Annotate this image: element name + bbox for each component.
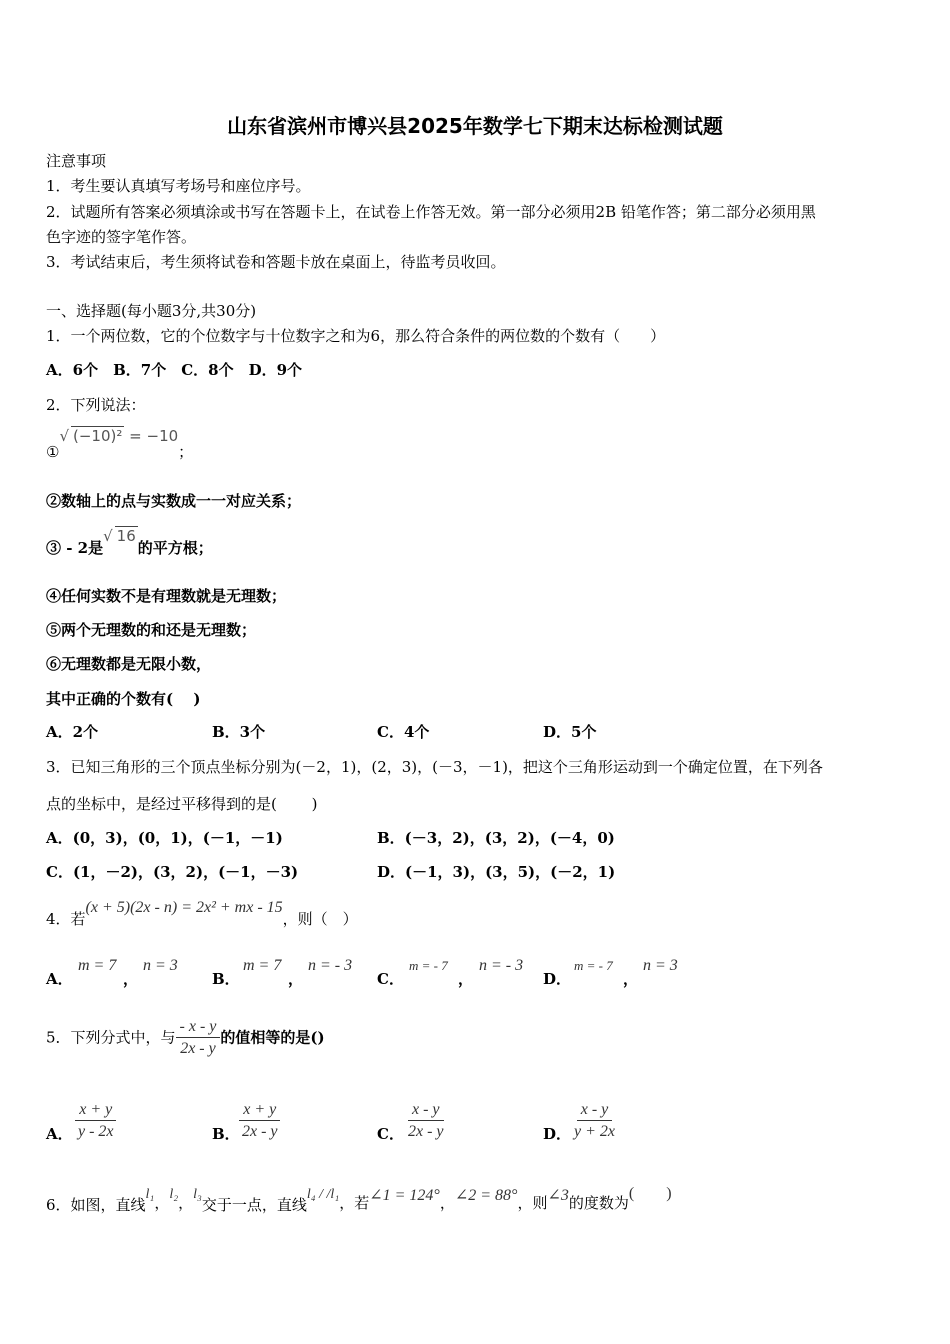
q3-stem-line1: 3．已知三角形的三个顶点坐标分别为(－2，1)，(2，3)，(－3，－1)，把这个三角形运动到一个确定位置，在下列各 bbox=[46, 758, 823, 776]
q6-suffix: 的度数为 bbox=[568, 1194, 629, 1212]
line-l1: l₁ bbox=[145, 1187, 155, 1202]
angle-1: ∠1 = 124° bbox=[369, 1187, 440, 1204]
q5-option-b bbox=[238, 1100, 282, 1143]
q4-option-b-n: n = - 3 bbox=[308, 957, 353, 974]
q4-option-c-n: n = - 3 bbox=[479, 957, 524, 974]
q3-option-c: C．(1，－2)，(3，2)，(－1，－3) bbox=[46, 863, 299, 881]
q4-prefix: 4．若 bbox=[46, 910, 86, 928]
denominator: 2x - y bbox=[242, 1123, 278, 1140]
statement-tail: ； bbox=[178, 443, 194, 461]
denominator: 2x - y bbox=[408, 1123, 444, 1140]
q5-suffix: 的值相等的是() bbox=[220, 1028, 325, 1047]
q3-option-a: A．(0，3)，(0，1)，(－1，－1) bbox=[46, 829, 283, 847]
q4-option-c-label: C． bbox=[377, 970, 404, 988]
q5-option-c bbox=[404, 1100, 448, 1143]
comma: ， bbox=[123, 970, 139, 988]
comma: ， bbox=[288, 970, 304, 988]
q5-option-b-label: B． bbox=[212, 1125, 240, 1143]
q4-option-b-m: m = 7 bbox=[243, 957, 282, 974]
q1-stem: 1．一个两位数，它的个位数字与十位数字之和为6，那么符合条件的两位数的个数有（ ） bbox=[46, 327, 666, 345]
q5-option-d bbox=[570, 1100, 619, 1143]
line-l3: l₃ bbox=[193, 1187, 202, 1202]
statement-prefix: ③ - 2是 bbox=[46, 539, 104, 557]
comma: ， bbox=[439, 1194, 455, 1212]
q2-option-d: D．5个 bbox=[543, 723, 597, 741]
parallel-relation: l₄ / /l₁ bbox=[306, 1187, 340, 1202]
q6-ze: ，则 bbox=[517, 1194, 548, 1212]
q5-option-a bbox=[74, 1100, 118, 1143]
notice-item: 1．考生要认真填写考场号和座位序号。 bbox=[46, 177, 311, 195]
q4-option-b-label: B． bbox=[212, 970, 240, 988]
numerator: x + y bbox=[75, 1100, 116, 1121]
q2-question: 其中正确的个数有( ) bbox=[46, 690, 201, 708]
q5-option-a-label: A． bbox=[46, 1125, 73, 1143]
q2-statement-2: ②数轴上的点与实数成一一对应关系； bbox=[46, 492, 302, 510]
q5-stem bbox=[46, 1017, 325, 1060]
notice-item: 2．试题所有答案必须填涂或书写在答题卡上，在试卷上作答无效。第一部分必须用2B 铅笔作答；第二部分必须用黑 bbox=[46, 203, 816, 221]
q6-stem bbox=[46, 1184, 672, 1214]
denominator: y - 2x bbox=[78, 1123, 114, 1140]
q4-equation: (x + 5)(2x - n) = 2x² + mx - 15 bbox=[85, 899, 283, 916]
q6-middle: 交于一点，直线 bbox=[201, 1196, 307, 1214]
q2-stem: 2．下列说法： bbox=[46, 396, 146, 414]
page-title: 山东省滨州市博兴县2025年数学七下期末达标检测试题 bbox=[227, 114, 723, 138]
q3-option-b: B．(－3，2)，(3，2)，(－4，0) bbox=[377, 829, 615, 847]
numerator: x + y bbox=[239, 1100, 280, 1121]
notice-item: 色字迹的签字笔作答。 bbox=[46, 228, 197, 246]
numerator: x - y bbox=[408, 1100, 444, 1121]
angle-3: ∠3 bbox=[547, 1187, 569, 1204]
q4-suffix: ，则（ ） bbox=[282, 910, 358, 928]
q2-statement-4: ④任何实数不是有理数就是无理数； bbox=[46, 587, 287, 605]
notice-item: 3．考试结束后，考生须将试卷和答题卡放在桌面上，待监考员收回。 bbox=[46, 253, 506, 271]
q4-option-d-label: D． bbox=[543, 970, 572, 988]
q2-statement-6: ⑥无理数都是无限小数， bbox=[46, 655, 212, 673]
comma: ， bbox=[154, 1194, 170, 1212]
q1-options: A．6个 B．7个 C．8个 D．9个 bbox=[46, 361, 303, 379]
denominator: 2x - y bbox=[180, 1040, 216, 1057]
statement-number: ① bbox=[46, 443, 60, 461]
q2-statement-1: ①√ (−10)² = −10； bbox=[46, 427, 194, 461]
denominator: y + 2x bbox=[574, 1123, 615, 1140]
q4-stem bbox=[46, 898, 358, 928]
q5-prefix: 5．下列分式中，与 bbox=[46, 1028, 176, 1047]
numerator: x - y bbox=[577, 1100, 613, 1121]
radicand: (−10)² bbox=[73, 427, 123, 445]
q4-option-c-m: m = - 7 bbox=[409, 958, 448, 973]
comma: ， bbox=[458, 970, 474, 988]
q4-option-a-n: n = 3 bbox=[143, 957, 178, 974]
q4-option-d-m: m = - 7 bbox=[574, 958, 613, 973]
line-l2: l₂ bbox=[169, 1187, 179, 1202]
answer-paren: ( ) bbox=[628, 1185, 672, 1202]
comma: ， bbox=[623, 970, 639, 988]
q2-option-a: A．2个 bbox=[46, 723, 99, 741]
math-rest: = −10 bbox=[129, 427, 179, 445]
statement-suffix: 的平方根； bbox=[137, 539, 213, 557]
q2-statement-5: ⑤两个无理数的和还是无理数； bbox=[46, 621, 257, 639]
radicand: 16 bbox=[116, 527, 136, 545]
q2-option-b: B．3个 bbox=[212, 723, 266, 741]
angle-2: ∠2 = 88° bbox=[454, 1187, 518, 1204]
q6-prefix: 6．如图，直线 bbox=[46, 1196, 146, 1214]
q6-ruo: ，若 bbox=[339, 1194, 370, 1212]
q4-option-a-m: m = 7 bbox=[78, 957, 117, 974]
q5-option-c-label: C． bbox=[377, 1125, 404, 1143]
q4-option-d-n: n = 3 bbox=[643, 957, 678, 974]
q2-option-c: C．4个 bbox=[377, 723, 430, 741]
comma: ， bbox=[178, 1194, 194, 1212]
section-heading: 一、选择题(每小题3分,共30分) bbox=[46, 302, 257, 320]
q3-option-d: D．(－1，3)，(3，5)，(－2，1) bbox=[377, 863, 616, 881]
q2-statement-3: ③ - 2是√ 16的平方根； bbox=[46, 527, 213, 557]
q3-stem-line2: 点的坐标中，是经过平移得到的是( ) bbox=[46, 795, 318, 813]
numerator: - x - y bbox=[176, 1017, 221, 1038]
q4-option-a-label: A． bbox=[46, 970, 73, 988]
q5-option-d-label: D． bbox=[543, 1125, 572, 1143]
notice-heading: 注意事项 bbox=[46, 152, 107, 170]
q5-fraction bbox=[176, 1017, 221, 1060]
